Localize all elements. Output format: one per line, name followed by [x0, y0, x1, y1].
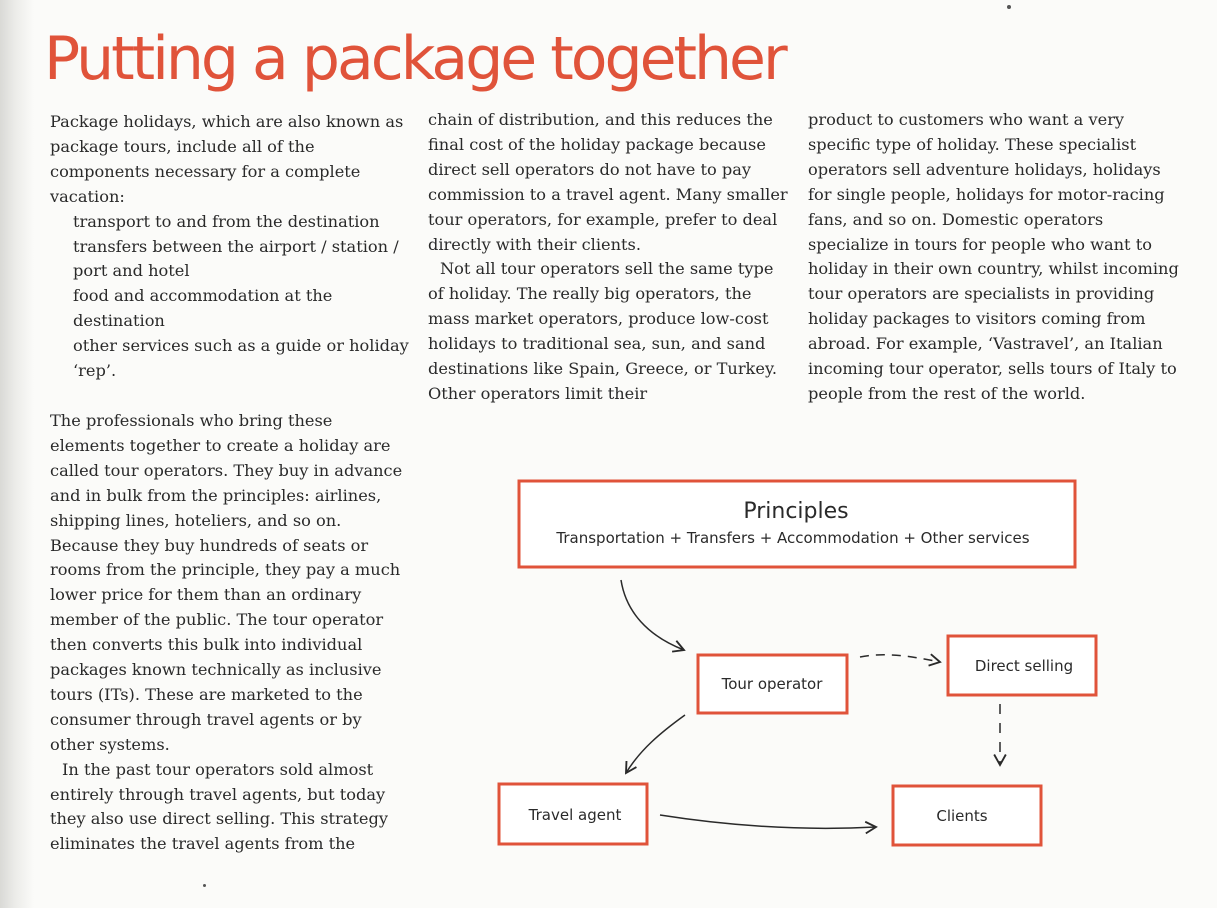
arrow-travel-agent-to-clients	[660, 815, 876, 828]
list-item: transfers between the airport / station / port and hotel	[73, 236, 399, 281]
distribution-paragraph: chain of distribution, and this reduces the final cost of the holiday package because direct sell operators do not have to pay commission to a travel agent. Many smaller tour operators, for example, prefer to deal directly with their clients.	[428, 110, 788, 254]
list-item: food and accommodation at the destination	[73, 286, 333, 331]
travel-agent-label: Travel agent	[528, 806, 622, 824]
direct-selling-label: Direct selling	[974, 657, 1074, 675]
clients-label: Clients	[936, 807, 988, 825]
specialist-operators-paragraph: product to customers who want a very specific type of holiday. These specialist operators sell adventure holidays, holidays for single people, holidays for motor-racing fans, and so on. Domestic operators specialize in tours for people who want to holiday in their own country, whilst incoming tour operators are specialists in providing holiday packages to visitors coming from abroad. For example, ‘Vastravel’, an Italian incoming tour operator, sells tours of Italy to people from the rest of the world.	[808, 110, 1179, 403]
direct-selling-paragraph: In the past tour operators sold almost entirely through travel agents, but today they also use direct selling. This strategy eliminates the travel agents from the	[50, 759, 389, 854]
tour-operator-label: Tour operator	[721, 675, 823, 693]
list-item: transport to and from the destination	[73, 211, 380, 231]
principles-title: Principles	[743, 499, 849, 524]
principles-box	[519, 481, 1075, 567]
page-title: Putting a package together	[44, 24, 785, 94]
tour-operators-paragraph: The professionals who bring these elements together to create a holiday are called tour operators. They buy in advance and in bulk from the principles: airlines, shipping lines, hoteliers, and so on. Because they buy hundreds of seats or rooms from the principle, they pay a much lower price for them than an ordinary member of the public. The tour operator then converts this bulk into individual packages known technically as inclusive tours (ITs). These are marketed to the consumer through travel agents or by other systems.	[50, 410, 403, 754]
principles-subtitle: Transportation + Transfers + Accommodation + Other services	[556, 529, 1030, 547]
holiday-types-paragraph: Not all tour operators sell the same type of holiday. The really big operators, the mass market operators, produce low-cost holidays to traditional sea, sun, and sand destinations like Spain, Greece, or Turkey. Other operators limit their	[428, 259, 778, 403]
arrow-tour-operator-to-travel-agent	[626, 715, 685, 773]
arrow-tour-operator-to-direct-selling	[860, 655, 940, 662]
list-item: other services such as a guide or holiday ‘rep’.	[73, 336, 409, 381]
arrow-principles-to-tour-operator	[621, 580, 684, 650]
intro-paragraph: Package holidays, which are also known as package tours, include all of the components necessary for a complete vacation:	[50, 112, 404, 206]
